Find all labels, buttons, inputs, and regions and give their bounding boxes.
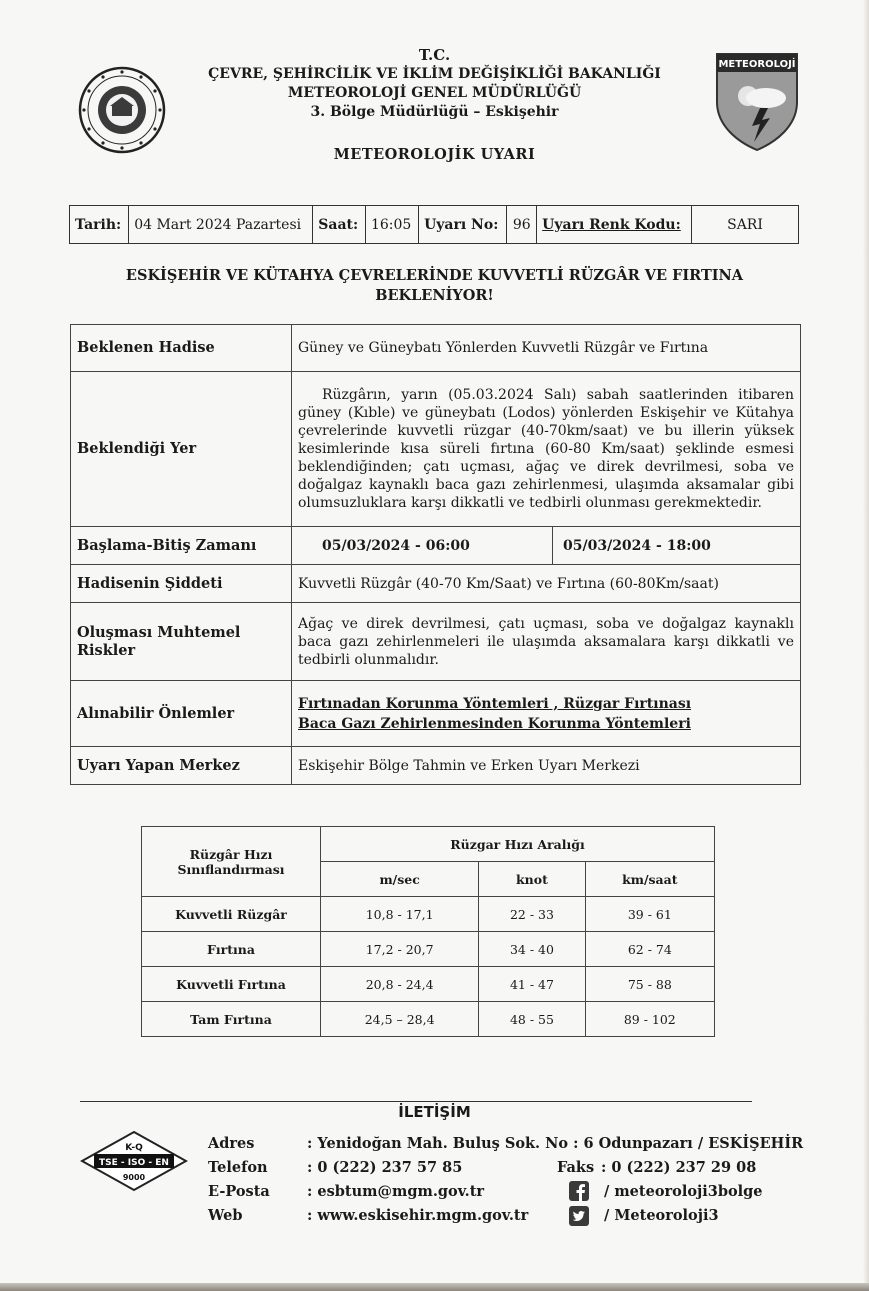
wind-kmh: 39 - 61 [585, 897, 714, 932]
facebook-icon[interactable] [569, 1181, 589, 1201]
wind-range-header: Rüzgar Hızı Aralığı [321, 827, 715, 862]
col-header-knot: knot [479, 862, 585, 897]
severity-label: Hadisenin Şiddeti [71, 565, 292, 603]
severity-value: Kuvvetli Rüzgâr (40-70 Km/Saat) ve Fırtına (60-80Km/saat) [292, 565, 801, 603]
wind-ms: 10,8 - 17,1 [321, 897, 479, 932]
table-row [142, 1002, 715, 1037]
color-code-label: Uyarı Renk Kodu: [537, 206, 692, 244]
header-tc: T.C. [418, 46, 451, 64]
tse-line3: 9000 [122, 1173, 146, 1182]
time-value: 16:05 [365, 206, 418, 244]
phone-value: : 0 (222) 237 57 85 [307, 1159, 463, 1176]
col-header-kmh: km/saat [585, 862, 714, 897]
tse-iso-certification-logo [80, 1130, 188, 1192]
start-time: 05/03/2024 - 06:00 [292, 527, 553, 565]
place-cell [292, 372, 801, 527]
wind-class-name: Fırtına [142, 932, 321, 967]
twitter-handle[interactable]: / Meteoroloji3 [604, 1207, 719, 1224]
header-directorate: METEOROLOJİ GENEL MÜDÜRLÜĞÜ [287, 85, 582, 101]
table-row [71, 372, 801, 527]
footer-divider [80, 1101, 752, 1102]
center-label: Uyarı Yapan Merkez [71, 747, 292, 785]
wind-knot: 22 - 33 [479, 897, 585, 932]
end-time: 05/03/2024 - 18:00 [553, 527, 801, 565]
page-bottom-edge [0, 1283, 869, 1291]
wind-ms: 20,8 - 24,4 [321, 967, 479, 1002]
document-title: METEOROLOJİK UYARI [333, 146, 536, 163]
table-row [142, 897, 715, 932]
measures-link-storm[interactable]: Fırtınadan Korunma Yöntemleri , Rüzgar Fırtınası [298, 695, 692, 712]
phone-label: Telefon [208, 1159, 268, 1176]
address-value: : Yenidoğan Mah. Buluş Sok. No : 6 Odunpazarı / ESKİŞEHİR [307, 1135, 804, 1152]
ministry-seal-logo [78, 66, 166, 154]
wind-ms: 17,2 - 20,7 [321, 932, 479, 967]
page-edge-shadow [863, 0, 869, 1291]
risks-value: Ağaç ve direk devrilmesi, çatı uçması, soba ve doğalgaz kaynaklı baca gazı zehirlenmeleri ile ulaşımda aksamalara karşı dikkatli ve tedbirli olunmalıdır. [292, 603, 801, 681]
wind-ms: 24,5 – 28,4 [321, 1002, 479, 1037]
event-value: Güney ve Güneybatı Yönlerden Kuvvetli Rüzgâr ve Fırtına [292, 325, 801, 372]
place-value: Rüzgârın, yarın (05.03.2024 Salı) sabah saatlerinden itibaren güney (Kıble) ve güneybatı (Lodos) yönlerden Eskişehir ve Kütahya çevrelerinde kuvvetli rüzgar (40-70km/saat) ve bu illerin yüksek kesimlerinde kısa süreli fırtına (60-80 Km/saat) şeklinde esmesi beklendiğinden; çatı uçması, ağaç ve direk devrilmesi, soba ve doğalgaz kaynaklı baca gazı zehirlenmesi, ulaşımda aksamalar gibi olumsuzluklara karşı dikkatli ve tedbirli olunması gerekmektedir. [298, 387, 794, 511]
shield-logo-text: METEOROLOJİ [718, 59, 796, 70]
table-row [71, 603, 801, 681]
web-label: Web [208, 1207, 243, 1224]
wind-knot: 41 - 47 [479, 967, 585, 1002]
warning-no-value: 96 [507, 206, 537, 244]
wind-knot: 34 - 40 [479, 932, 585, 967]
warning-info-bar [69, 205, 799, 244]
warning-details-table [70, 324, 801, 785]
risks-label: Oluşması Muhtemel Riskler [71, 603, 292, 681]
wind-class-name: Tam Fırtına [142, 1002, 321, 1037]
wind-kmh: 89 - 102 [585, 1002, 714, 1037]
meteoroloji-shield-logo [714, 50, 800, 152]
table-row [142, 932, 715, 967]
wind-class-header: Rüzgâr Hızı Sınıflandırması [142, 827, 321, 897]
table-row [71, 325, 801, 372]
warning-headline: ESKİŞEHİR VE KÜTAHYA ÇEVRELERİNDE KUVVETLİ RÜZGÂR VE FIRTINA BEKLENİYOR! [125, 267, 744, 304]
web-value[interactable]: : www.eskisehir.mgm.gov.tr [307, 1207, 529, 1224]
time-label: Saat: [313, 206, 366, 244]
facebook-handle[interactable]: / meteoroloji3bolge [604, 1183, 763, 1200]
wind-kmh: 75 - 88 [585, 967, 714, 1002]
table-row [142, 967, 715, 1002]
document-header [180, 46, 689, 122]
table-row [71, 565, 801, 603]
tse-line2: TSE - ISO - EN [99, 1158, 169, 1168]
wind-class-name: Kuvvetli Fırtına [142, 967, 321, 1002]
wind-speed-table [141, 826, 715, 1037]
wind-knot: 48 - 55 [479, 1002, 585, 1037]
measures-link-flue-gas[interactable]: Baca Gazı Zehirlenmesinden Korunma Yöntemleri [298, 715, 691, 732]
email-value[interactable]: : esbtum@mgm.gov.tr [307, 1183, 485, 1200]
fax-label: Faks [557, 1159, 595, 1176]
time-range-label: Başlama-Bitiş Zamanı [71, 527, 292, 565]
measures-label: Alınabilir Önlemler [71, 681, 292, 747]
color-code-value: SARI [692, 206, 799, 244]
tse-line1: K-Q [125, 1143, 143, 1153]
fax-value: : 0 (222) 237 29 08 [601, 1159, 757, 1176]
event-label: Beklenen Hadise [71, 325, 292, 372]
col-header-ms: m/sec [321, 862, 479, 897]
measures-cell [292, 681, 801, 747]
table-row [71, 527, 801, 565]
email-label: E-Posta [208, 1183, 270, 1200]
table-row [71, 681, 801, 747]
date-value: 04 Mart 2024 Pazartesi [129, 206, 313, 244]
wind-kmh: 62 - 74 [585, 932, 714, 967]
address-label: Adres [208, 1135, 255, 1152]
header-regional-office: 3. Bölge Müdürlüğü – Eskişehir [310, 104, 559, 120]
contact-title: İLETİŞİM [398, 1103, 471, 1121]
center-value: Eskişehir Bölge Tahmin ve Erken Uyarı Merkezi [292, 747, 801, 785]
header-ministry: ÇEVRE, ŞEHİRCİLİK VE İKLİM DEĞİŞİKLİĞİ BAKANLIĞI [208, 66, 661, 82]
date-label: Tarih: [70, 206, 129, 244]
twitter-icon[interactable] [569, 1206, 589, 1226]
place-label: Beklendiği Yer [71, 372, 292, 527]
table-row [71, 747, 801, 785]
warning-no-label: Uyarı No: [419, 206, 507, 244]
wind-class-name: Kuvvetli Rüzgâr [142, 897, 321, 932]
